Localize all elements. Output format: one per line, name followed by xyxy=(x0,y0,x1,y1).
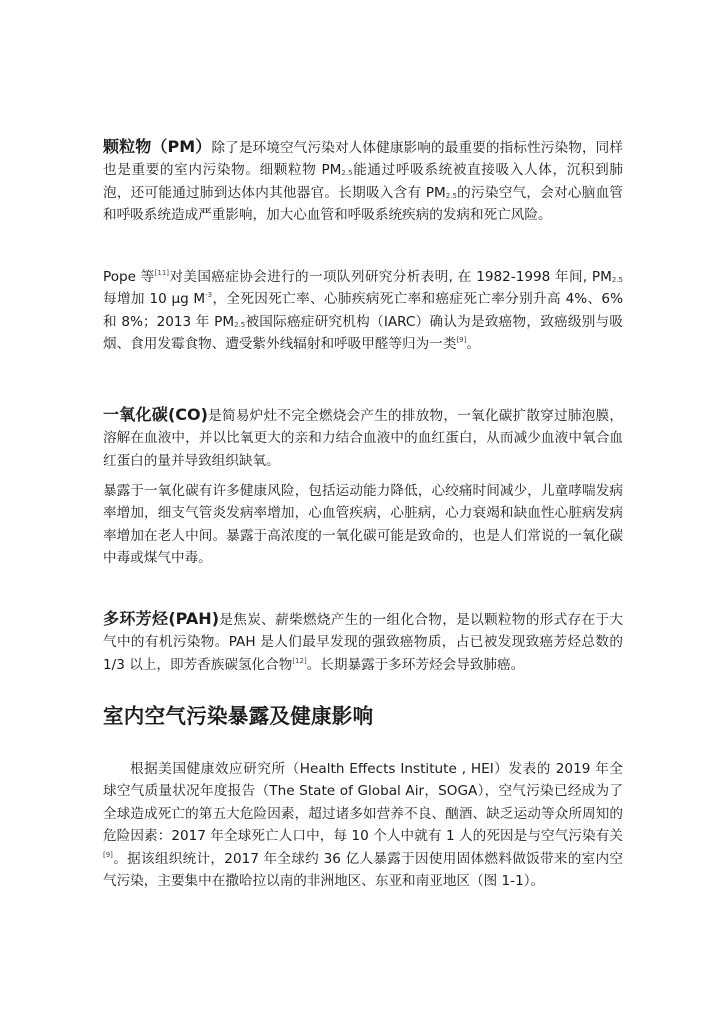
citation: [9] xyxy=(456,336,467,345)
citation: [9] xyxy=(103,850,113,859)
paragraph-pope-study xyxy=(103,266,623,356)
subscript: 2.5 xyxy=(445,191,457,200)
text: 根据美国健康效应研究所（Health Effects Institute , HEI）发表的 2019 年全球空气质量状况年度报告（The State of Global Air，SOGA），空气污染已经成为了全球造成死亡的第五大危险因素，超过诸多如营养不良、酗酒、缺乏运动等众所周知的危险因素：2017 年全球死亡人口中，每 10 个人中就有 1 人的死因是与空气污染有关 xyxy=(103,761,623,845)
subscript: 2.5 xyxy=(234,320,246,329)
text: 能通过呼吸系统被直接吸入人体，沉积到肺泡，还可能通过肺到达体内其他器官。长期吸入含有 PM xyxy=(103,162,623,201)
subscript: 2.5 xyxy=(611,276,623,284)
citation: [11] xyxy=(154,269,170,277)
subscript: 2.5 xyxy=(341,169,353,178)
text: 被国际癌症研究机构（IARC）确认为是致癌物，致癌级别与吸烟、食用发霉食物、遭受紫外线辐射和呼吸甲醛等归为一类 xyxy=(103,313,623,353)
text: 是焦炭、薪柴燃烧产生的一组化合物，是以颗粒物的形式存在于大气中的有机污染物。PAH 是人们最早发现的强致癌物质，占已被发现致癌芳烃总数的 1/3 以上，即芳香族碳氢化合物 xyxy=(103,612,623,673)
section-heading: 室内空气污染暴露及健康影响 xyxy=(103,704,374,728)
paragraph-hei-report xyxy=(103,758,623,892)
text: 是简易炉灶不完全燃烧会产生的排放物，一氧化碳扩散穿过肺泡膜，溶解在血液中，并以比氧更大的亲和力结合血液中的血红蛋白，从而减少血液中氧合血红蛋白的量并导致组织缺氧。 xyxy=(103,408,623,469)
text: Pope 等 xyxy=(103,269,155,285)
term-pah: 多环芳烃(PAH) xyxy=(103,609,220,628)
text: 。据该组织统计，2017 年全球约 36 亿人暴露于因使用固体燃料做饭带来的室内空气污染，主要集中在撒哈拉以南的非洲地区、东亚和南亚地区（图 1-1）。 xyxy=(103,850,623,890)
text: 。长期暴露于多环芳烃会导致肺癌。 xyxy=(306,656,525,673)
text: ，全死因死亡率、心肺疾病死亡率和癌症死亡率分别升高 4%、6%和 8%；2013 年 PM xyxy=(103,291,623,330)
superscript: -3 xyxy=(205,291,213,300)
paragraph-pah xyxy=(103,608,623,676)
text: 对美国癌症协会进行的一项队列研究分析表明, 在 1982-1998 年间, PM xyxy=(169,269,612,285)
term-co: 一氧化碳(CO) xyxy=(103,405,208,424)
paragraph-particulate-matter xyxy=(103,136,623,227)
paragraph-co-risks xyxy=(103,480,623,570)
text: 除了是环境空气污染对人体健康影响的最重要的指标性污染物，同样也是重要的室内污染物。细颗粒物 PM xyxy=(103,140,624,179)
text: 暴露于一氧化碳有许多健康风险，包括运动能力降低，心绞痛时间减少，儿童哮喘发病率增加，细支气管炎发病率增加，心血管疾病，心脏病，心力衰竭和缺血性心脏病发病率增加在老人中间。暴露于高浓度的一氧化碳可能是致命的，也是人们常说的一氧化碳中毒或煤气中毒。 xyxy=(103,483,623,567)
text: 每增加 10 μg M xyxy=(103,291,206,308)
citation: [12] xyxy=(292,656,307,665)
term-pm: 颗粒物（PM） xyxy=(103,137,212,156)
text: 的污染空气，会对心脑血管和呼吸系统造成严重影响，加大心血管和呼吸系统疾病的发病和死亡风险。 xyxy=(103,184,624,224)
paragraph-carbon-monoxide xyxy=(103,404,623,472)
text: 。 xyxy=(466,336,480,353)
